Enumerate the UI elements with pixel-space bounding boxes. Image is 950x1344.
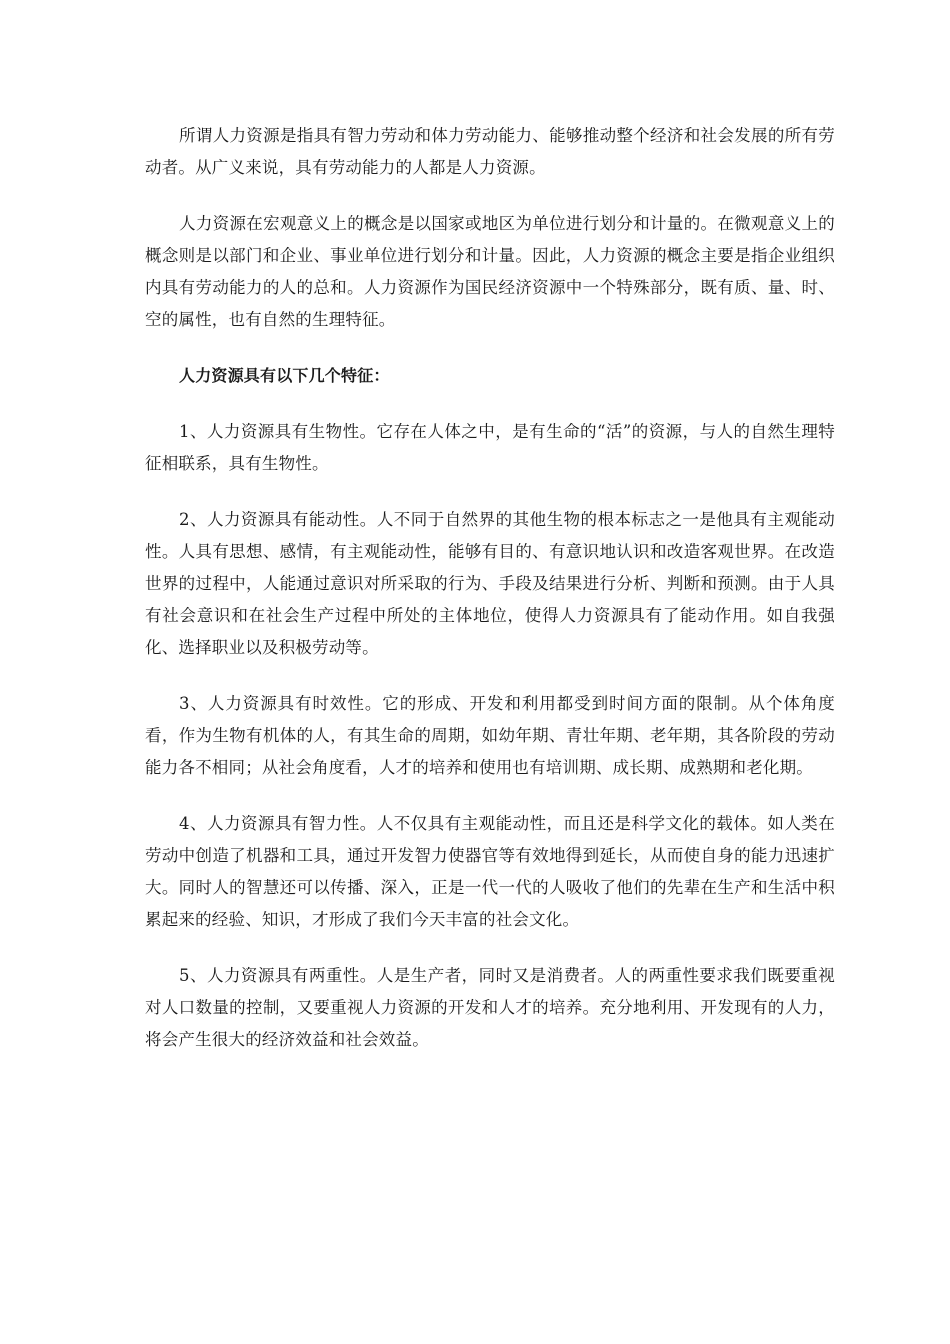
feature-paragraph-5: 5、人力资源具有两重性。人是生产者，同时又是消费者。人的两重性要求我们既要重视对人口数量的控制，又要重视人力资源的开发和人才的培养。充分地利用、开发现有的人力，将会产生很大的经济效益和社会效益。 (145, 966, 835, 1049)
intro-paragraph-2: 人力资源在宏观意义上的概念是以国家或地区为单位进行划分和计量的。在微观意义上的概念则是以部门和企业、事业单位进行划分和计量。因此，人力资源的概念主要是指企业组织内具有劳动能力的人的总和。人力资源作为国民经济资源中一个特殊部分，既有质、量、时、空的属性，也有自然的生理特征。 (145, 214, 835, 329)
document-page (145, 120, 835, 1080)
feature-paragraph-1: 1、人力资源具有生物性。它存在人体之中，是有生命的“活”的资源，与人的自然生理特征相联系，具有生物性。 (145, 422, 835, 473)
feature-paragraph-2: 2、人力资源具有能动性。人不同于自然界的其他生物的根本标志之一是他具有主观能动性。人具有思想、感情，有主观能动性，能够有目的、有意识地认识和改造客观世界。在改造世界的过程中，人能通过意识对所采取的行为、手段及结果进行分析、判断和预测。由于人具有社会意识和在社会生产过程中所处的主体地位，使得人力资源具有了能动作用。如自我强化、选择职业以及积极劳动等。 (145, 510, 835, 657)
intro-paragraph-1: 所谓人力资源是指具有智力劳动和体力劳动能力、能够推动整个经济和社会发展的所有劳动者。从广义来说，具有劳动能力的人都是人力资源。 (145, 126, 835, 177)
features-heading: 人力资源具有以下几个特征： (179, 366, 390, 385)
feature-paragraph-4: 4、人力资源具有智力性。人不仅具有主观能动性，而且还是科学文化的载体。如人类在劳动中创造了机器和工具，通过开发智力使器官等有效地得到延长，从而使自身的能力迅速扩大。同时人的智慧还可以传播、深入，正是一代一代的人吸收了他们的先辈在生产和生活中积累起来的经验、知识，才形成了我们今天丰富的社会文化。 (145, 814, 835, 929)
feature-paragraph-3: 3、人力资源具有时效性。它的形成、开发和利用都受到时间方面的限制。从个体角度看，作为生物有机体的人，有其生命的周期，如幼年期、青壮年期、老年期，其各阶段的劳动能力各不相同；从社会角度看，人才的培养和使用也有培训期、成长期、成熟期和老化期。 (145, 694, 835, 777)
